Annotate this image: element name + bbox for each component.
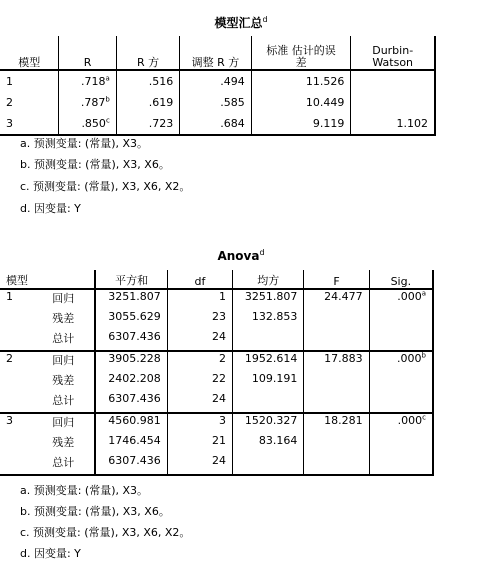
cell-source: 总计 [46, 330, 95, 351]
cell-durbin-watson [351, 92, 435, 113]
cell-sig [369, 392, 433, 413]
cell-source: 回归 [52, 416, 75, 429]
cell-model [0, 454, 46, 475]
cell-f [304, 434, 369, 454]
model-summary-title-text: 模型汇总 [214, 16, 263, 30]
table-row [0, 351, 433, 372]
cell-f [304, 454, 369, 475]
cell-sum-of-squares: 6307.436 [95, 330, 167, 351]
cell-std-error: 9.119 [251, 113, 351, 135]
table-row [0, 454, 433, 475]
anova-footnote-c: c. 预测变量: (常量), X3, X6, X2。 [20, 526, 191, 539]
table-row [0, 113, 435, 135]
table-row [0, 92, 435, 113]
table-row [0, 289, 433, 310]
summary-footnote-c: c. 预测变量: (常量), X3, X6, X2。 [20, 180, 191, 193]
model-summary-title-sup: d [262, 15, 268, 24]
header-dw-line1: Durbin- [372, 44, 414, 57]
table-row [0, 330, 433, 351]
cell-mean-square [233, 392, 304, 413]
cell-sig [369, 454, 433, 475]
cell-sum-of-squares: 6307.436 [95, 392, 167, 413]
cell-std-error: 10.449 [251, 92, 351, 113]
cell-sig [369, 372, 433, 392]
header-sum-of-squares: 平方和 [95, 270, 167, 289]
header-std-error [251, 36, 351, 70]
cell-df: 21 [167, 434, 232, 454]
header-r: R [59, 36, 116, 70]
cell-std-error: 11.526 [251, 70, 351, 92]
cell-df: 24 [167, 392, 232, 413]
cell-source: 回归 [52, 292, 75, 305]
cell-r: .850$^c$ [59, 113, 116, 135]
cell-sum-of-squares: 3905.228 [95, 351, 167, 372]
cell-sum-of-squares: 3055.629 [95, 310, 167, 330]
cell-durbin-watson: 1.102 [351, 113, 435, 135]
cell-durbin-watson [351, 70, 435, 92]
cell-model [0, 392, 46, 413]
table-row [0, 70, 435, 92]
cell-df: 1 [167, 289, 232, 310]
header-mean-square: 均方 [233, 270, 304, 289]
anova-table [0, 270, 434, 476]
cell-sig: .000$^c$ [369, 413, 433, 434]
cell-sig [369, 310, 433, 330]
cell-sig [369, 434, 433, 454]
cell-sig: .000$^a$ [369, 289, 433, 310]
cell-df: 3 [167, 413, 232, 434]
cell-sum-of-squares: 1746.454 [95, 434, 167, 454]
cell-model: 1 [6, 290, 13, 303]
header-sig: Sig. [369, 270, 433, 289]
cell-f: 24.477 [304, 289, 369, 310]
cell-model: 2 [6, 96, 13, 109]
cell-f: 18.281 [304, 413, 369, 434]
table-row [0, 392, 433, 413]
cell-mean-square [233, 330, 304, 351]
cell-f: 17.883 [304, 351, 369, 372]
cell-f [304, 310, 369, 330]
cell-r-square: .723 [116, 113, 179, 135]
cell-model [0, 434, 46, 454]
anova-header-row [0, 270, 433, 289]
cell-sum-of-squares: 2402.208 [95, 372, 167, 392]
header-f: F [304, 270, 369, 289]
anova-title-sup: d [259, 248, 265, 257]
cell-model [0, 330, 46, 351]
model-summary-title [0, 14, 482, 31]
table-row [0, 372, 433, 392]
cell-mean-square: 132.853 [233, 310, 304, 330]
summary-footnote-b: b. 预测变量: (常量), X3, X6。 [20, 158, 170, 171]
cell-mean-square: 109.191 [233, 372, 304, 392]
cell-adj-r-square: .585 [180, 92, 251, 113]
table-row [0, 434, 433, 454]
summary-footnote-a: a. 预测变量: (常量), X3。 [20, 137, 149, 150]
header-std-error-line2: 差 [295, 56, 307, 69]
cell-df: 24 [167, 330, 232, 351]
header-source [46, 270, 95, 289]
cell-sig [369, 330, 433, 351]
cell-r: .787$^b$ [59, 92, 116, 113]
header-std-error-line1: 标准 估计的误 [266, 44, 336, 57]
model-summary-table [0, 36, 436, 136]
header-model: 模型 [0, 36, 59, 70]
cell-model: 3 [0, 113, 59, 135]
anova-title [0, 249, 482, 263]
anova-footnote-b: b. 预测变量: (常量), X3, X6。 [20, 505, 170, 518]
cell-mean-square [233, 454, 304, 475]
summary-footnote-d: d. 因变量: Y [20, 202, 81, 215]
cell-sum-of-squares: 6307.436 [95, 454, 167, 475]
cell-model: 2 [6, 352, 13, 365]
header-dw-line2: Watson [372, 56, 414, 69]
table-row [0, 310, 433, 330]
cell-df: 22 [167, 372, 232, 392]
header-durbin-watson [351, 36, 435, 70]
cell-sig: .000$^b$ [369, 351, 433, 372]
cell-source: 回归 [52, 354, 75, 367]
header-r-square: R 方 [116, 36, 179, 70]
cell-model [0, 310, 46, 330]
cell-model [0, 372, 46, 392]
cell-sum-of-squares: 4560.981 [95, 413, 167, 434]
cell-model: 1 [6, 75, 13, 88]
table-row [0, 413, 433, 434]
cell-source: 总计 [46, 392, 95, 413]
cell-r-square: .619 [116, 92, 179, 113]
cell-source: 残差 [52, 312, 75, 325]
cell-df: 24 [167, 454, 232, 475]
cell-mean-square: 1520.327 [233, 413, 304, 434]
cell-sum-of-squares: 3251.807 [95, 289, 167, 310]
cell-model: 3 [6, 414, 13, 427]
cell-df: 2 [167, 351, 232, 372]
header-adj-r-square: 调整 R 方 [180, 36, 251, 70]
cell-f [304, 392, 369, 413]
cell-source: 残差 [52, 374, 75, 387]
cell-f [304, 330, 369, 351]
cell-mean-square: 1952.614 [233, 351, 304, 372]
cell-adj-r-square: .684 [180, 113, 251, 135]
model-summary-header-row [0, 36, 435, 70]
header-model: 模型 [0, 270, 46, 289]
cell-f [304, 372, 369, 392]
cell-mean-square: 83.164 [233, 434, 304, 454]
cell-df: 23 [167, 310, 232, 330]
header-df: df [167, 270, 232, 289]
cell-r: .718$^a$ [59, 70, 116, 92]
cell-mean-square: 3251.807 [233, 289, 304, 310]
anova-footnote-a: a. 预测变量: (常量), X3。 [20, 484, 149, 497]
cell-source: 残差 [52, 436, 75, 449]
cell-source: 总计 [46, 454, 95, 475]
anova-title-text: Anova [217, 249, 260, 263]
cell-adj-r-square: .494 [180, 70, 251, 92]
cell-r-square: .516 [116, 70, 179, 92]
anova-footnote-d: d. 因变量: Y [20, 547, 81, 560]
